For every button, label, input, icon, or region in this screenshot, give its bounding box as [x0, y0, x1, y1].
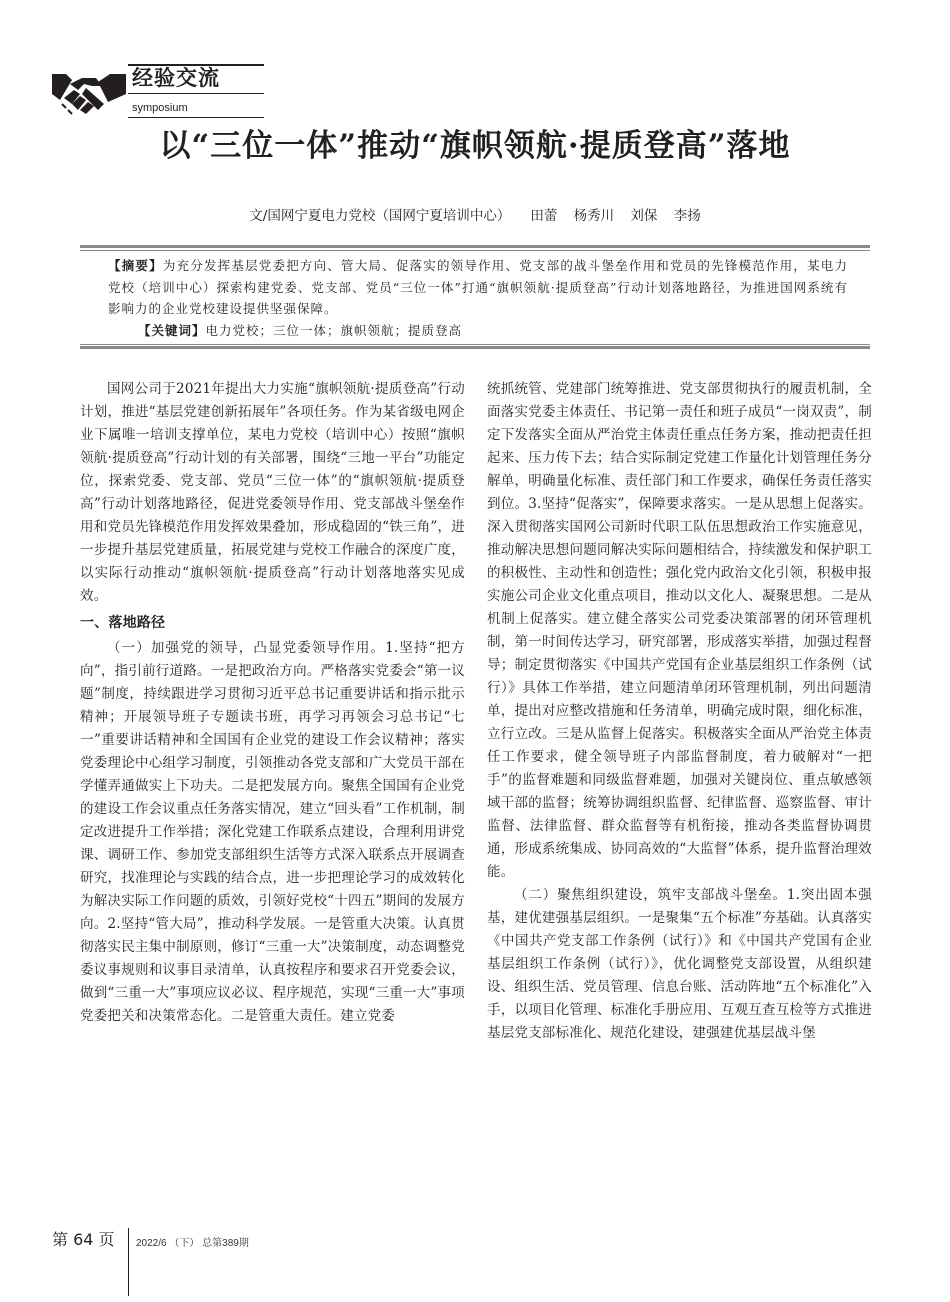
abstract-text: 为充分发挥基层党委把方向、管大局、促落实的领导作用、党支部的战斗堡垒作用和党员的先锋模范作用，某电力党校（培训中心）探索构建党委、党支部、党员“三位一体”打通“旗帜领航·提质登高”行动计划落地路径，为推进国网系统有影响力的企业党校建设提供坚强保障。: [108, 258, 848, 316]
article-title: 以“三位一体”推动“旗帜领航·提质登高”落地: [159, 128, 791, 164]
handshake-icon: [52, 64, 126, 116]
body-paragraph: （二）聚焦组织建设，筑牢支部战斗堡垒。1.突出固本强基，建优建强基层组织。一是聚集“五个标准”夯基础。认真落实《中国共产党支部工作条例（试行）》和《中国共产党国有企业基层组织工作条例（试行）》，优化调整党支部设置，从组织建设、组织生活、党员管理、信息台账、活动阵地“五个标准化”入手，以项目化管理、标准化手册应用、互观互查互检等方式推进基层党支部标准化、规范化建设，建强建优基层战斗堡: [487, 887, 872, 1041]
keywords-paragraph: [108, 320, 848, 342]
section-heading: 一、落地路径: [80, 615, 166, 631]
body-paragraph: 国网公司于2021年提出大力实施“旗帜领航·提质登高”行动计划，推进“基层党建创新拓展年”各项任务。作为某省级电网企业下属唯一培训支撑单位，某电力党校（培训中心）按照“旗帜领航·提质登高”行动计划的有关部署，围绕“三地一平台”功能定位，探索党委、党支部、党员“三位一体”的“旗帜领航·提质登高”行动计划落地路径，促进党委领导作用、党支部战斗堡垒作用和党员先锋模范作用发挥效果叠加，形成稳固的“铁三角”，进一步提升基层党建质量，拓展党建与党校工作融合的深度广度，以实际行动推动“旗帜领航·提质登高”行动计划落地落实见成效。: [80, 381, 465, 604]
abstract-label: 【摘要】: [108, 258, 163, 273]
section-subtitle: symposium: [132, 102, 188, 114]
abstract-top-rule-thin: [80, 250, 870, 251]
page-number: 第 64 页: [52, 1230, 115, 1249]
affiliation: 文/国网宁夏电力党校（国网宁夏培训中心）: [249, 208, 511, 224]
keywords-label: 【关键词】: [138, 322, 206, 338]
byline: [0, 206, 950, 226]
issue-info: 2022/6 （下） 总第389期: [136, 1238, 249, 1249]
abstract-bottom-rule: [80, 346, 870, 349]
abstract-paragraph: [108, 255, 848, 320]
footer-divider: [128, 1228, 129, 1296]
section-tag: 经验交流: [132, 65, 220, 90]
keywords-text: 电力党校；三位一体；旗帜领航；提质登高: [205, 322, 463, 338]
header-mid-rule: [128, 93, 264, 94]
abstract-bottom-rule-thin: [80, 344, 870, 345]
abstract-block: [108, 255, 848, 341]
body-column-left: [80, 378, 465, 1028]
body-paragraph: （一）加强党的领导，凸显党委领导作用。1.坚持“把方向”，指引前行道路。一是把政治方向。严格落实党委会“第一议题”制度，持续跟进学习贯彻习近平总书记重要讲话和指示批示精神；开展领导班子专题读书班，再学习再领会习总书记“七一”重要讲话精神和全国国有企业党的建设工作会议精神；落实党委理论中心组学习制度，引领推动各党支部和广大党员干部在学懂弄通做实上下功夫。二是把发展方向。聚焦全国国有企业党的建设工作会议重点任务落实情况，建立“回头看”工作机制，制定改进提升工作举措；深化党建工作联系点建设，合理利用讲党课、调研工作、参加党支部组织生活等方式深入联系点开展调查研究，找准理论与实践的结合点，进一步把理论学习的成效转化为解决实际工作问题的质效，引领好党校“十四五”期间的发展方向。2.坚持“管大局”，推动科学发展。一是管重大决策。认真贯彻落实民主集中制原则，修订“三重一大”决策制度，动态调整党委议事规则和议事目录清单，认真按程序和要求召开党委会议，做到“三重一大”事项应议必议、程序规范，实现“三重一大”事项党委把关和决策常态化。二是管重大责任。建立党委: [80, 640, 465, 1024]
authors: 田蕾 杨秀川 刘保 李扬: [530, 208, 701, 224]
abstract-top-rule: [80, 245, 870, 248]
header-bottom-rule: [128, 117, 264, 118]
body-paragraph: 统抓统管、党建部门统筹推进、党支部贯彻执行的履责机制，全面落实党委主体责任、书记第一责任和班子成员“一岗双责”，制定下发落实全面从严治党主体责任重点任务方案，推动把责任担起来、压力传下去；结合实际制定党建工作量化计划管理任务分解单，明确量化标准、责任部门和工作要求，确保任务责任落实到位。3.坚持“促落实”，保障要求落实。一是从思想上促落实。深入贯彻落实国网公司新时代职工队伍思想政治工作实施意见，推动解决思想问题同解决实际问题相结合，持续激发和保护职工的积极性、主动性和创造性；强化党内政治文化引领，积极申报实施公司企业文化重点项目，推动以文化人、凝聚思想。二是从机制上促落实。建立健全落实公司党委决策部署的闭环管理机制，第一时间传达学习，研究部署，形成落实举措，加强过程督导；制定贯彻落实《中国共产党国有企业基层组织工作条例（试行）》具体工作举措，建立问题清单闭环管理机制，列出问题清单，提出对应整改措施和任务清单，明确完成时限，细化标准，立行立改。三是从监督上促落实。积极落实全面从严治党主体责任工作要求，健全领导班子内部监督制度，着力破解对“一把手”的监督难题和同级监督难题，加强对关键岗位、重点敏感领域干部的监督；统筹协调组织监督、纪律监督、巡察监督、审计监督、法律监督、群众监督等有机衔接，推动各类监督协调贯通，形成系统集成、协同高效的“大监督”体系，提升监督治理效能。: [487, 381, 872, 880]
body-column-right: [487, 378, 872, 1045]
